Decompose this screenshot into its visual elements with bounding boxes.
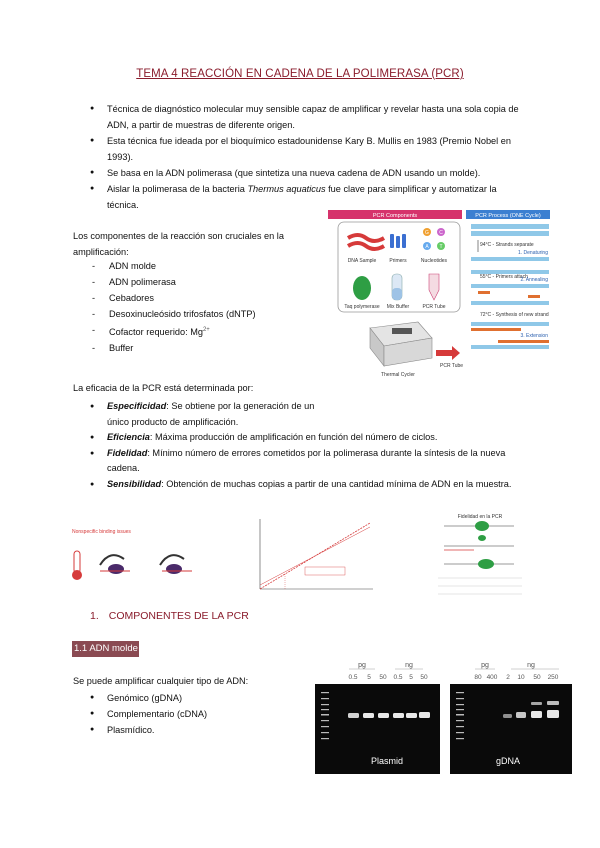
svg-text:G: G — [425, 230, 429, 236]
list-item: ● Complementario (cDNA) — [90, 706, 207, 722]
primers-icon — [390, 234, 406, 248]
svg-text:250: 250 — [547, 674, 559, 681]
svg-text:ng: ng — [405, 662, 413, 669]
svg-text:pg: pg — [358, 662, 366, 669]
svg-text:50: 50 — [379, 674, 387, 681]
svg-text:T: T — [439, 244, 443, 250]
list-item: ● Esta técnica fue ideada por el bioquímico estadounidense Kary B. Mullis en 1983 (Premio Nobel en 1993). — [90, 133, 530, 165]
svg-text:55°C - Primers attach: 55°C - Primers attach — [480, 274, 528, 280]
svg-text:50: 50 — [420, 674, 428, 681]
arrow-right-icon — [436, 346, 460, 360]
section-heading: 1. COMPONENTES DE LA PCR — [90, 610, 249, 622]
list-item: ● Aislar la polimerasa de la bacteria Thermus aquaticus fue clave para simplificar y automatizar la técnica. — [90, 181, 530, 213]
svg-text:94°C - Strands separate: 94°C - Strands separate — [480, 242, 534, 248]
gel-label-plasmid: Plasmid — [370, 756, 404, 766]
svg-text:PCR Tube: PCR Tube — [440, 363, 464, 369]
efficiency-chart — [245, 515, 380, 603]
svg-text:5: 5 — [409, 674, 413, 681]
svg-text:pg: pg — [481, 662, 489, 669]
list-item: - ADN molde — [92, 258, 256, 274]
svg-text:A: A — [425, 244, 429, 250]
list-item: - Cofactor requerido: $Mg^{2+}$ — [92, 322, 256, 340]
taq-polymerase-icon — [353, 276, 371, 300]
list-item: ● Se basa en la ADN polimerasa (que sintetiza una nueva cadena de ADN usando un molde). — [90, 165, 530, 181]
svg-text:Nonspecific binding issues: Nonspecific binding issues — [72, 529, 131, 535]
list-item: - ADN polimerasa — [92, 274, 256, 290]
svg-text:10: 10 — [517, 674, 525, 681]
list-item: ● Especificidad: Se obtiene por la generación de un único producto de amplificación. — [90, 399, 322, 430]
svg-text:Mix Buffer: Mix Buffer — [386, 304, 410, 310]
svg-text:2: 2 — [506, 674, 510, 681]
components-intro: Los componentes de la reacción son cruciales en la amplificación: — [73, 231, 284, 257]
svg-text:PCR Tube: PCR Tube — [422, 304, 446, 310]
thermal-cycler-icon — [370, 322, 432, 366]
svg-text:ng: ng — [527, 662, 535, 669]
svg-text:5: 5 — [367, 674, 371, 681]
gel-label-gdna: gDNA — [495, 756, 521, 766]
svg-text:Nucleotides: Nucleotides — [420, 258, 448, 264]
svg-text:1. Denaturing: 1. Denaturing — [517, 250, 548, 256]
process-header: PCR Process (ONE Cycle) — [475, 213, 541, 219]
svg-text:50: 50 — [533, 674, 541, 681]
components-header: PCR Components — [372, 213, 418, 219]
thermometer-icon — [74, 551, 80, 573]
list-item: ● Genómico (gDNA) — [90, 690, 207, 706]
components-list — [92, 258, 256, 356]
svg-text:3. Extension: 3. Extension — [520, 333, 548, 339]
svg-text:Taq polymerase: Taq polymerase — [344, 304, 380, 310]
efficacy-list — [90, 399, 530, 492]
list-item: ● Sensibilidad: Obtención de muchas copias a partir de una cantidad mínima de ADN en la muestra. — [90, 477, 530, 493]
svg-text:C: C — [439, 230, 443, 236]
gel-electrophoresis-figure — [315, 656, 575, 776]
subsection-heading: 1.1 ADN molde — [72, 641, 139, 657]
list-item: ● Plasmídico. — [90, 722, 207, 738]
svg-text:80: 80 — [474, 674, 482, 681]
list-item: ● Técnica de diagnóstico molecular muy sensible capaz de amplificar y revelar hasta una sola copia de ADN, a partir de muestras de diferente origen. — [90, 101, 530, 133]
list-item: ● Fidelidad: Mínimo número de errores cometidos por la polimerasa durante la síntesis de la nueva cadena. — [90, 446, 530, 477]
svg-text:Thermal Cycler: Thermal Cycler — [381, 372, 415, 378]
page-title: TEMA 4 REACCIÓN EN CADENA DE LA POLIMERASA (PCR) — [136, 68, 464, 80]
svg-text:0.5: 0.5 — [348, 674, 358, 681]
list-item: ● Eficiencia: Máxima producción de amplificación en función del número de ciclos. — [90, 430, 530, 446]
polymerase-icon — [475, 521, 489, 531]
svg-text:400: 400 — [486, 674, 498, 681]
svg-text:Fidelidad en la PCR: Fidelidad en la PCR — [457, 514, 503, 520]
template-intro: Se puede amplificar cualquier tipo de ADN: — [73, 676, 249, 686]
specificity-figure — [70, 525, 220, 585]
polymerase-icon — [108, 564, 124, 574]
list-item: - Cebadores — [92, 290, 256, 306]
svg-text:Primers: Primers — [389, 258, 407, 264]
list-item: - Buffer — [92, 340, 256, 356]
fidelity-figure — [430, 512, 530, 604]
template-list — [90, 690, 207, 738]
efficacy-intro: La eficacia de la PCR está determinada por: — [73, 383, 254, 393]
pcr-diagram-figure — [328, 210, 550, 378]
list-item: - Desoxinucleósido trifosfatos (dNTP) — [92, 306, 256, 322]
svg-text:0.5: 0.5 — [393, 674, 403, 681]
intro-bullets — [90, 101, 530, 213]
svg-text:DNA Sample: DNA Sample — [347, 258, 377, 264]
svg-text:2. Annealing: 2. Annealing — [520, 277, 548, 283]
svg-text:72°C - Synthesis of new strand: 72°C - Synthesis of new strand — [480, 312, 549, 318]
